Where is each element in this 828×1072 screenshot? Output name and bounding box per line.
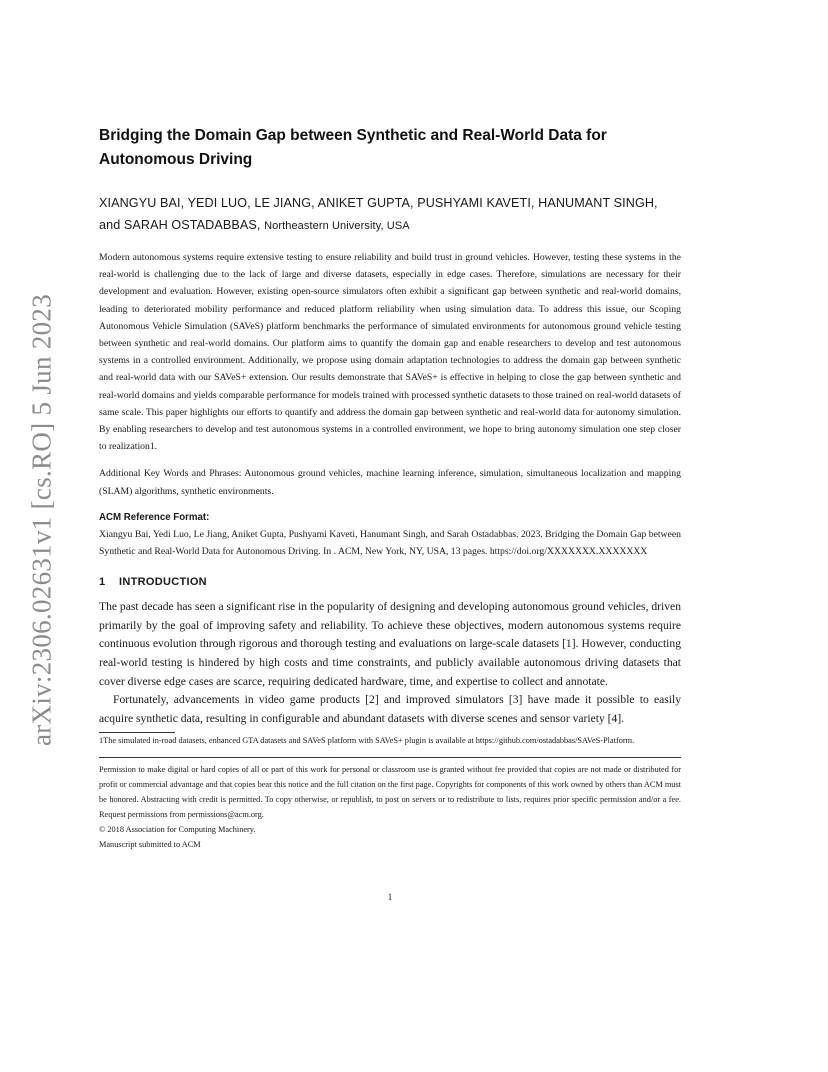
permission-divider <box>99 757 681 758</box>
intro-paragraph: The past decade has seen a significant rise in the popularity of designing and developing autonomous ground vehicles, driven primarily by the goal of improving safety and reliability. To achieve these objectives, modern autonomous systems require continuous evolution through rigorous and thorough testing and evaluations on large-scale datasets [1]. However, conducting real-world testing is hindered by high costs and time constraints, and publicly available autonomous driving datasets that cover diverse edge cases are scarce, requiring dedicated hardware, time, and expertise to collect and annotate. <box>99 600 681 688</box>
acm-reference-heading: ACM Reference Format: <box>99 511 210 523</box>
footnote: 1The simulated in-road datasets, enhanced GTA datasets and SAVeS platform with SAVeS+ plugin is available at https://github.com/ostadabbas/SAVeS-Platform. <box>99 736 635 746</box>
keywords: Additional Key Words and Phrases: Autonomous ground vehicles, machine learning inference, simulation, simultaneous localization and mapping (SLAM) algorithms, synthetic environments. <box>99 468 681 497</box>
arxiv-identifier-stamp: arXiv:2306.02631v1 [cs.RO] 5 Jun 2023 <box>26 293 57 747</box>
abstract: Modern autonomous systems require extensive testing to ensure reliability and build trust in ground vehicles. However, testing these systems in the real-world is challenging due to the lack of large and diverse datasets, especially in edge cases. Therefore, simulations are necessary for their development and evaluation. However, existing open-source simulators often exhibit a significant gap between synthetic and real-world domains, leading to deteriorated mobility performance and reduced platform reliability when using simulation data. To address this issue, our Scoping Autonomous Vehicle Simulation (SAVeS) platform benchmarks the performance of simulated environments for autonomous ground vehicle testing between synthetic and real-world domains. Our platform aims to quantify the domain gap and enable researchers to develop and test autonomous systems in a controlled environment. Additionally, we propose using domain adaptation technologies to address the domain gap between synthetic and real-world data with our SAVeS+ extension. Our results demonstrate that SAVeS+ is effective in helping to close the gap between synthetic and real-world domains and yields comparable performance for models trained with processed synthetic datasets to those trained on real-world datasets of same scale. This paper highlights our efforts to quantify and address the domain gap between synthetic and real-world data for autonomy simulation. By enabling researchers to develop and test autonomous systems in a controlled environment, we hope to bring autonomy simulation one step closer to realization1. <box>99 252 681 453</box>
acm-reference-text: Xiangyu Bai, Yedi Luo, Le Jiang, Aniket Gupta, Pushyami Kaveti, Hanumant Singh, and Sarah Ostadabbas. 2023. Bridging the Domain Gap between Synthetic and Real-World Data for Autonomous Driving. In . ACM, New York, NY, USA, 13 pages. https://doi.org/XXXXXXX.XXXXXXX <box>99 528 681 558</box>
copyright-notice: © 2018 Association for Computing Machinery. <box>99 825 256 835</box>
manuscript-note: Manuscript submitted to ACM <box>99 840 201 850</box>
section-heading <box>99 572 681 592</box>
author-affiliation: Northeastern University, USA <box>264 220 410 232</box>
author-list <box>99 192 681 237</box>
author-names: XIANGYU BAI, YEDI LUO, LE JIANG, ANIKET GUPTA, PUSHYAMI KAVETI, HANUMANT SINGH, and SARAH OSTADABBAS, <box>99 196 658 232</box>
section-number: 1 <box>99 576 106 589</box>
section-title: INTRODUCTION <box>119 576 207 589</box>
permission-notice: Permission to make digital or hard copies of all or part of this work for personal or classroom use is granted without fee provided that copies are not made or distributed for profit or commercial advantage and that copies bear this notice and the full citation on the first page. Copyrights for components of this work owned by others than ACM must be honored. Abstracting with credit is permitted. To copy otherwise, or republish, to post on servers or to redistribute to lists, requires prior specific permission and/or a fee. Request permissions from permissions@acm.org. <box>99 765 681 820</box>
intro-paragraph: Fortunately, advancements in video game products [2] and improved simulators [3] have made it possible to easily acquire synthetic data, resulting in configurable and abundant datasets with diverse scenes and sensor variety [4]. <box>99 693 681 725</box>
paper-page <box>99 124 681 902</box>
footnote-divider <box>99 732 175 733</box>
paper-title: Bridging the Domain Gap between Synthetic and Real-World Data for Autonomous Driving <box>99 127 607 168</box>
page-number: 1 <box>387 892 393 902</box>
